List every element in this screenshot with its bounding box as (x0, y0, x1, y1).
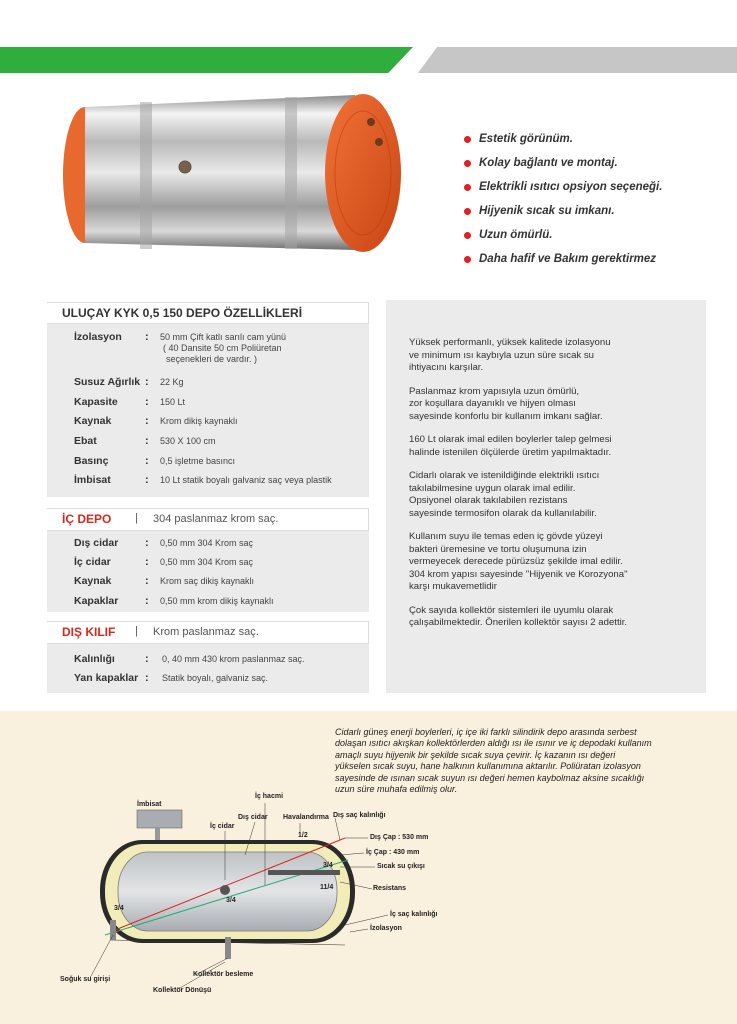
ic-depo-value: 0,50 mm 304 Krom saç (160, 538, 254, 548)
spec-value: 530 X 100 cm (160, 436, 216, 446)
label-ic-cap: İç Çap : 430 mm (366, 849, 420, 856)
ic-depo-subtitle: 304 paslanmaz krom saç. (153, 513, 279, 525)
feature-item: Hijyenik sıcak su imkanı. (464, 199, 662, 223)
label-3-4-c: 3/4 (226, 897, 236, 904)
feature-item: Elektrikli ısıtıcı opsiyon seçeneği. (464, 175, 662, 199)
label-dis-sac-kalinligi: Dış saç kalınlığı (333, 812, 386, 819)
description-line: halinde istenilen ölçülerde üretim yapılmaktadır. (409, 446, 612, 458)
feature-item: Daha hafif ve Bakım gerektirmez (464, 247, 662, 271)
description-line: bakteri üremesine ve tortu oluşumuna izin (409, 543, 587, 555)
feature-item: Uzun ömürlü. (464, 223, 662, 247)
description-line: 304 krom yapısı sayesinde "Hijyenik ve Korozyona" (409, 568, 628, 580)
spec-colon: : (145, 415, 149, 427)
ic-depo-value: 0,50 mm 304 Krom saç (160, 557, 254, 567)
spec-colon: : (145, 537, 149, 549)
caption-line: sayesinde de ısınan sıcak suyun ısı değeri hemen kaybolmaz aksine sıcaklığı (335, 772, 645, 783)
label-kollektor-donusu: Kollektör Dönüşü (153, 987, 212, 994)
description-line: Çok sayıda kollektör sistemleri ile uyumlu olarak (409, 604, 614, 616)
description-line: sayesinde konforlu bir kullanım imkanı sağlar. (409, 410, 603, 422)
description-line: 160 Lt olarak imal edilen boylerler talep gelmesi (409, 434, 612, 445)
dis-kilif-separator: | (135, 625, 138, 637)
spec-value: seçenekleri de vardır. ) (166, 354, 258, 364)
description-line: zor koşullara dayanıklı ve hijyen olması (409, 398, 576, 409)
dis-kilif-value: 0, 40 mm 430 krom paslanmaz saç. (162, 654, 305, 664)
label-dis-cidar: Dış cidar (238, 814, 268, 821)
ic-depo-title: İÇ DEPO (62, 512, 112, 526)
spec-colon: : (145, 575, 149, 587)
description-line: ihtiyacını karşılar. (409, 362, 484, 373)
ic-depo-value: 0,50 mm krom dikiş kaynaklı (160, 596, 274, 606)
label-11-4: 11/4 (320, 884, 334, 891)
spec-label: İmbisat (74, 474, 111, 486)
description-line: Paslanmaz krom yapısıyla uzun ömürlü, (409, 385, 580, 397)
dis-kilif-label: Yan kapaklar (74, 672, 139, 684)
dis-kilif-title: DIŞ KILIF (62, 625, 116, 639)
description-line: karşı mukavemetlidir (409, 581, 497, 592)
spec-colon: : (145, 556, 149, 568)
spec-label: İzolasyon (74, 331, 122, 343)
description-line: Opsiyonel olarak takılabilen rezistans (409, 495, 568, 506)
description-line: takılabilmesine uygun olarak imal edilir. (409, 482, 576, 494)
caption-line: uzun süre muhafa edilmiş olur. (335, 784, 458, 795)
spec-label: Ebat (74, 435, 97, 447)
caption-line: amaçlı suyu hijyenik bir şekilde sıcak suya çevirir. İç kazanın ısı değeri (335, 749, 616, 760)
ic-depo-label: İç cidar (74, 556, 111, 568)
spec-value: 50 mm Çift katlı sarılı cam yünü (160, 332, 287, 342)
label-kollektor-besleme: Kollektör besleme (193, 971, 254, 978)
spec-colon: : (145, 376, 149, 388)
label-3-4-a: 3/4 (323, 862, 333, 869)
feature-item: Estetik görünüm. (464, 127, 662, 151)
description-line: sayesinde termosifon olarak da kullanılabilir. (409, 507, 597, 519)
dis-kilif-subtitle: Krom paslanmaz saç. (153, 626, 259, 638)
label-resistans: Resistans (373, 885, 407, 892)
ic-depo-label: Kapaklar (74, 595, 119, 607)
label-izolasyon: İzolasyon (370, 925, 402, 932)
description-line: Yüksek performanlı, yüksek kalitede izolasyonu (409, 337, 611, 348)
spec-colon: : (145, 331, 149, 343)
spec-colon: : (145, 396, 149, 408)
ic-depo-label: Dış cidar (74, 537, 119, 549)
ic-depo-separator: | (135, 512, 138, 524)
label-imbisat: İmbisat (137, 801, 162, 808)
caption-line: dolaşan ısıtıcı akışkan kollektörlerden aldığı ısı ile ısınır ve iç depodaki kullanım (335, 738, 652, 749)
label-ic-sac-kalinligi: İç saç kalınlığı (390, 911, 438, 918)
label-half: 1/2 (298, 832, 308, 839)
dis-kilif-label: Kalınlığı (74, 653, 115, 665)
description-line: ve minimum ısı kaybıyla uzun süre sıcak su (409, 349, 595, 361)
label-soguk-su-girisi: Soğuk su girişi (60, 976, 111, 983)
spec-value: 10 Lt statik boyalı galvaniz saç veya plastik (160, 475, 332, 485)
spec-value: 22 Kg (160, 377, 184, 387)
spec-colon: : (145, 595, 149, 607)
spec-label: Kaynak (74, 415, 112, 427)
label-ic-cidar: İç cidar (210, 823, 235, 830)
ic-depo-label: Kaynak (74, 575, 112, 587)
spec-value: ( 40 Dansite 50 cm Poliüretan (163, 343, 282, 353)
ic-depo-value: Krom saç dikiş kaynaklı (160, 576, 255, 586)
label-3-4-b: 3/4 (114, 905, 124, 912)
spec-label: Kapasite (74, 396, 118, 408)
caption-line: yükselen sıcak suyu, hane halkının kullanımına aktarılır. Poliüratan izolasyon (335, 761, 641, 772)
label-havalandirma: Havalandırma (283, 814, 329, 821)
label-sicak-su-cikisi: Sıcak su çıkışı (377, 863, 425, 870)
spec-colon: : (145, 653, 149, 665)
description-line: çalışabilmektedir. Önerilen kollektör sayısı 2 adettir. (409, 617, 628, 628)
spec-label: Susuz Ağırlık (74, 376, 141, 388)
spec-colon: : (145, 435, 149, 447)
description-line: vermeyecek derecede pürüzsüz şekilde imal edilir. (409, 556, 623, 567)
specs-title: ULUÇAY KYK 0,5 150 DEPO ÖZELLİKLERİ (62, 306, 303, 320)
caption-line: Cidarlı güneş enerji boylerleri, iç içe iki farklı silindirik depo arasında serbest (335, 727, 637, 737)
label-dis-cap: Dış Çap : 530 mm (370, 834, 429, 841)
description-line: Cidarlı olarak ve istenildiğinde elektrikli ısıtıcı (409, 470, 600, 481)
spec-label: Basınç (74, 455, 109, 467)
spec-colon: : (145, 474, 149, 486)
spec-value: 150 Lt (160, 397, 186, 407)
spec-colon: : (145, 455, 149, 467)
spec-value: Krom dikiş kaynaklı (160, 416, 238, 426)
dis-kilif-value: Statik boyalı, galvaniz saç. (162, 673, 269, 683)
label-ic-hacmi: İç hacmi (255, 793, 284, 800)
spec-colon: : (145, 672, 149, 684)
description-line: Kullanım suyu ile temas eden iç gövde yüzeyi (409, 531, 603, 542)
feature-item: Kolay bağlantı ve montaj. (464, 151, 662, 175)
spec-value: 0,5 işletme basıncı (160, 456, 236, 466)
